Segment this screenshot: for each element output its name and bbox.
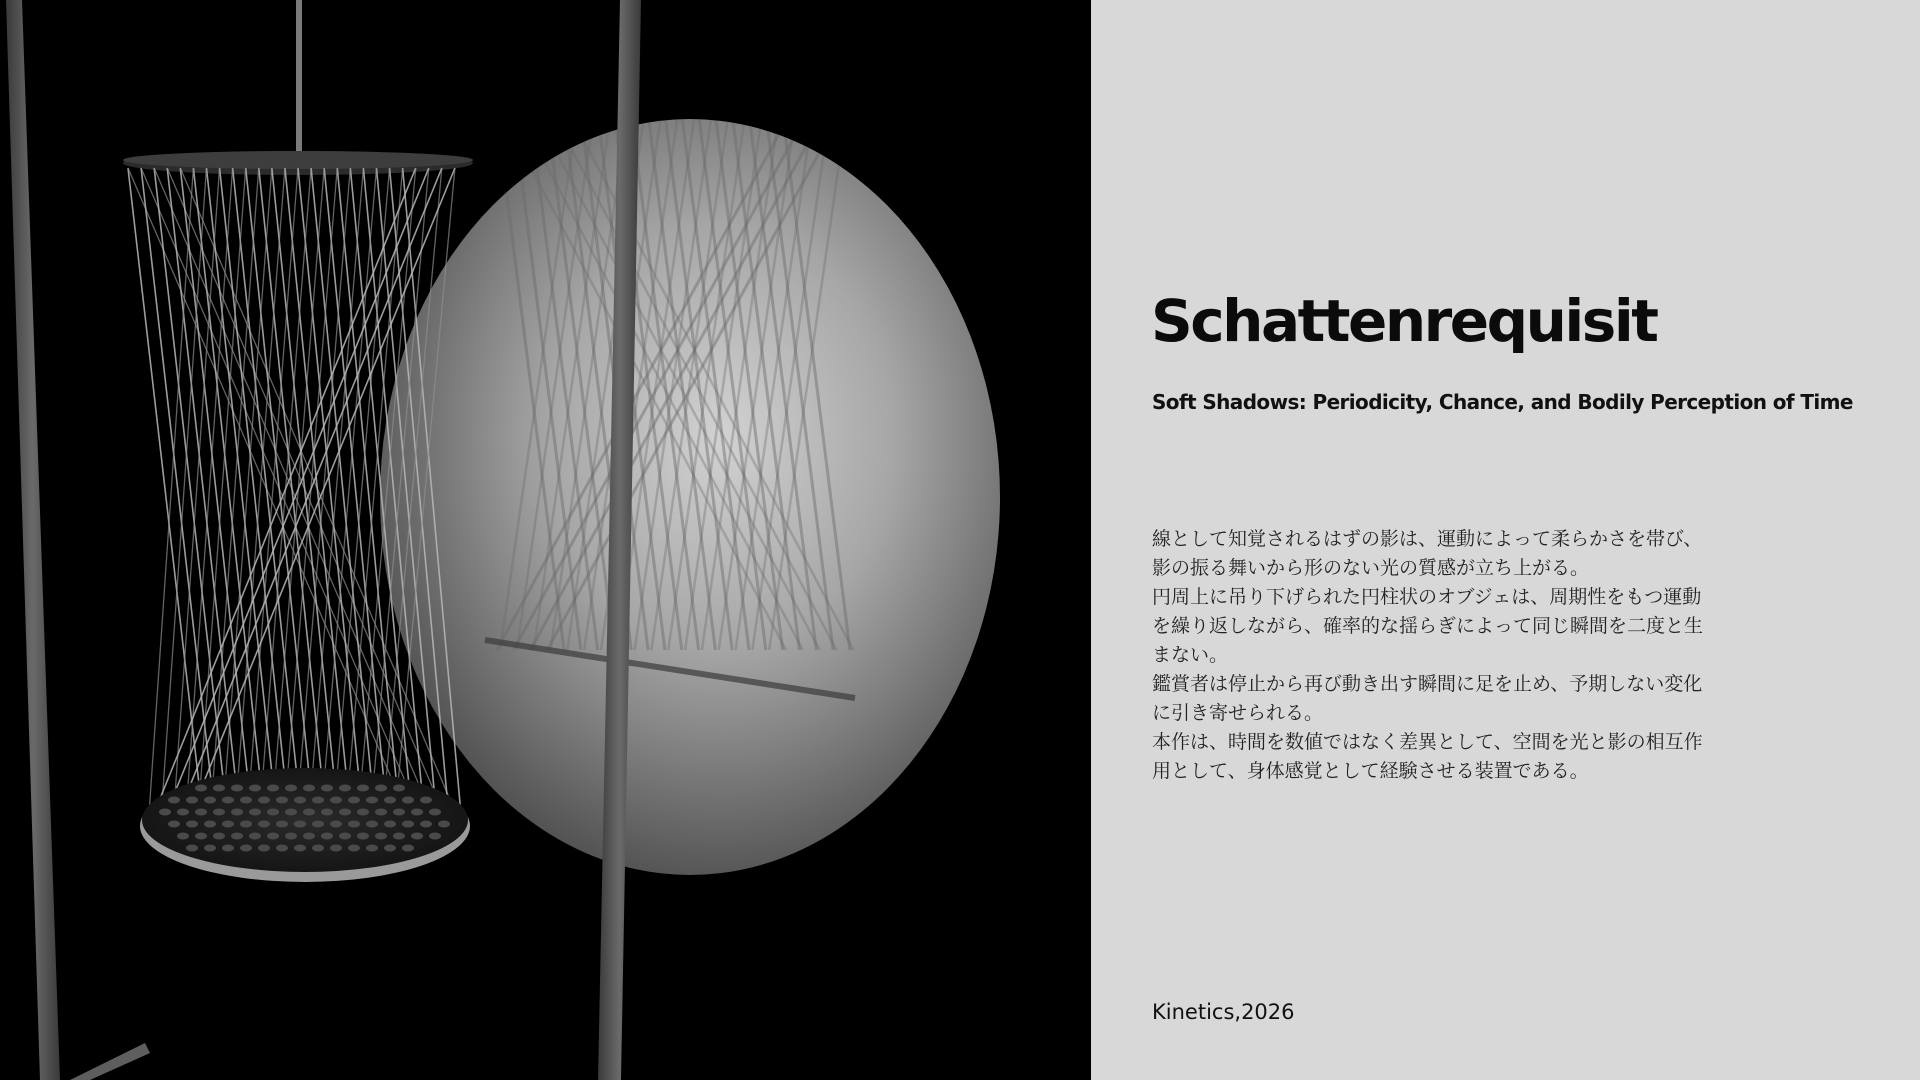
perforation: [177, 809, 189, 816]
perforation: [375, 785, 387, 792]
perforation: [294, 845, 306, 852]
perforation: [222, 821, 234, 828]
perforation: [213, 833, 225, 840]
cage-string: [149, 168, 193, 815]
suspension-rod: [296, 0, 302, 162]
perforation: [285, 785, 297, 792]
perforation: [285, 809, 297, 816]
perforation: [429, 833, 441, 840]
perforation: [420, 797, 432, 804]
perforation: [339, 809, 351, 816]
perforation: [213, 785, 225, 792]
perforation: [267, 785, 279, 792]
perforation: [294, 797, 306, 804]
cage-string: [311, 168, 375, 815]
perforation: [204, 821, 216, 828]
perforation: [195, 833, 207, 840]
perforation: [393, 785, 405, 792]
statement-paragraph: 鑑賞者は停止から再び動き出す瞬間に足を止め、予期しない変化に引き寄せられる。: [1152, 673, 1703, 724]
perforation: [330, 797, 342, 804]
perforation: [258, 845, 270, 852]
perforation: [168, 821, 180, 828]
perforation: [249, 809, 261, 816]
perforation: [348, 845, 360, 852]
perforation: [375, 809, 387, 816]
perforation: [366, 821, 378, 828]
perforation: [411, 833, 423, 840]
perforation: [186, 821, 198, 828]
perforation: [312, 797, 324, 804]
perforation: [348, 797, 360, 804]
perforation: [231, 833, 243, 840]
perforation: [186, 845, 198, 852]
artwork-subtitle: Soft Shadows: Periodicity, Chance, and Bodily Perception of Time: [1152, 390, 1853, 414]
cage-string: [153, 168, 415, 815]
bottom-crossbar: [70, 1043, 150, 1080]
perforation: [258, 797, 270, 804]
perforation: [276, 821, 288, 828]
perforation: [249, 833, 261, 840]
perforation: [330, 821, 342, 828]
artwork-credit: Kinetics,2026: [1152, 1000, 1295, 1024]
perforation: [366, 845, 378, 852]
perforation: [384, 797, 396, 804]
perforation: [402, 845, 414, 852]
perforation: [240, 797, 252, 804]
statement-paragraph: 円周上に吊り下げられた円柱状のオブジェは、周期性をもつ運動を繰り返しながら、確率的な揺らぎによって同じ瞬間を二度と生まない。: [1152, 586, 1704, 666]
perforation: [429, 809, 441, 816]
perforation: [213, 809, 225, 816]
perforation: [159, 809, 171, 816]
perforation: [204, 797, 216, 804]
perforation: [312, 821, 324, 828]
perforation: [357, 785, 369, 792]
perforation: [303, 809, 315, 816]
perforation: [411, 809, 423, 816]
perforation: [402, 821, 414, 828]
perforation: [285, 833, 297, 840]
perforation: [339, 833, 351, 840]
cage-string: [161, 168, 206, 815]
perforation: [339, 785, 351, 792]
perforation: [312, 845, 324, 852]
perforation: [204, 845, 216, 852]
perforation: [357, 809, 369, 816]
perforation: [231, 809, 243, 816]
statement-paragraph: 線として知覚されるはずの影は、運動によって柔らかさを帯び、影の振る舞いから形のない光の質感が立ち上がる。: [1152, 528, 1703, 579]
cage-string: [298, 168, 363, 815]
artwork-title: Schattenrequisit: [1151, 287, 1657, 355]
perforation: [267, 833, 279, 840]
perforation: [195, 785, 207, 792]
perforation: [240, 845, 252, 852]
perforation: [195, 809, 207, 816]
perforation: [294, 821, 306, 828]
perforation: [321, 833, 333, 840]
statement-paragraph: 本作は、時間を数値ではなく差異として、空間を光と影の相互作用として、身体感覚として経験させる装置である。: [1152, 731, 1703, 782]
perforation: [258, 821, 270, 828]
perforation: [321, 809, 333, 816]
perforation: [177, 833, 189, 840]
perforation: [321, 785, 333, 792]
perforation: [276, 797, 288, 804]
perforation: [240, 821, 252, 828]
left-pole: [6, 0, 60, 1080]
perforation: [357, 833, 369, 840]
perforation: [186, 797, 198, 804]
perforation: [384, 845, 396, 852]
perforation: [438, 821, 450, 828]
perforation: [222, 845, 234, 852]
cage-string: [174, 168, 220, 815]
perforation: [168, 797, 180, 804]
artwork-statement: [1152, 525, 1712, 786]
perforation: [249, 785, 261, 792]
info-panel: [1091, 0, 1920, 1080]
perforation: [393, 833, 405, 840]
perforation: [393, 809, 405, 816]
perforation: [348, 821, 360, 828]
perforation: [375, 833, 387, 840]
perforation: [420, 821, 432, 828]
perforation: [303, 785, 315, 792]
perforation: [222, 797, 234, 804]
perforation: [402, 797, 414, 804]
perforation: [384, 821, 396, 828]
perforation: [303, 833, 315, 840]
perforation: [231, 785, 243, 792]
perforation: [330, 845, 342, 852]
perforation: [276, 845, 288, 852]
perforation: [366, 797, 378, 804]
perforation: [267, 809, 279, 816]
